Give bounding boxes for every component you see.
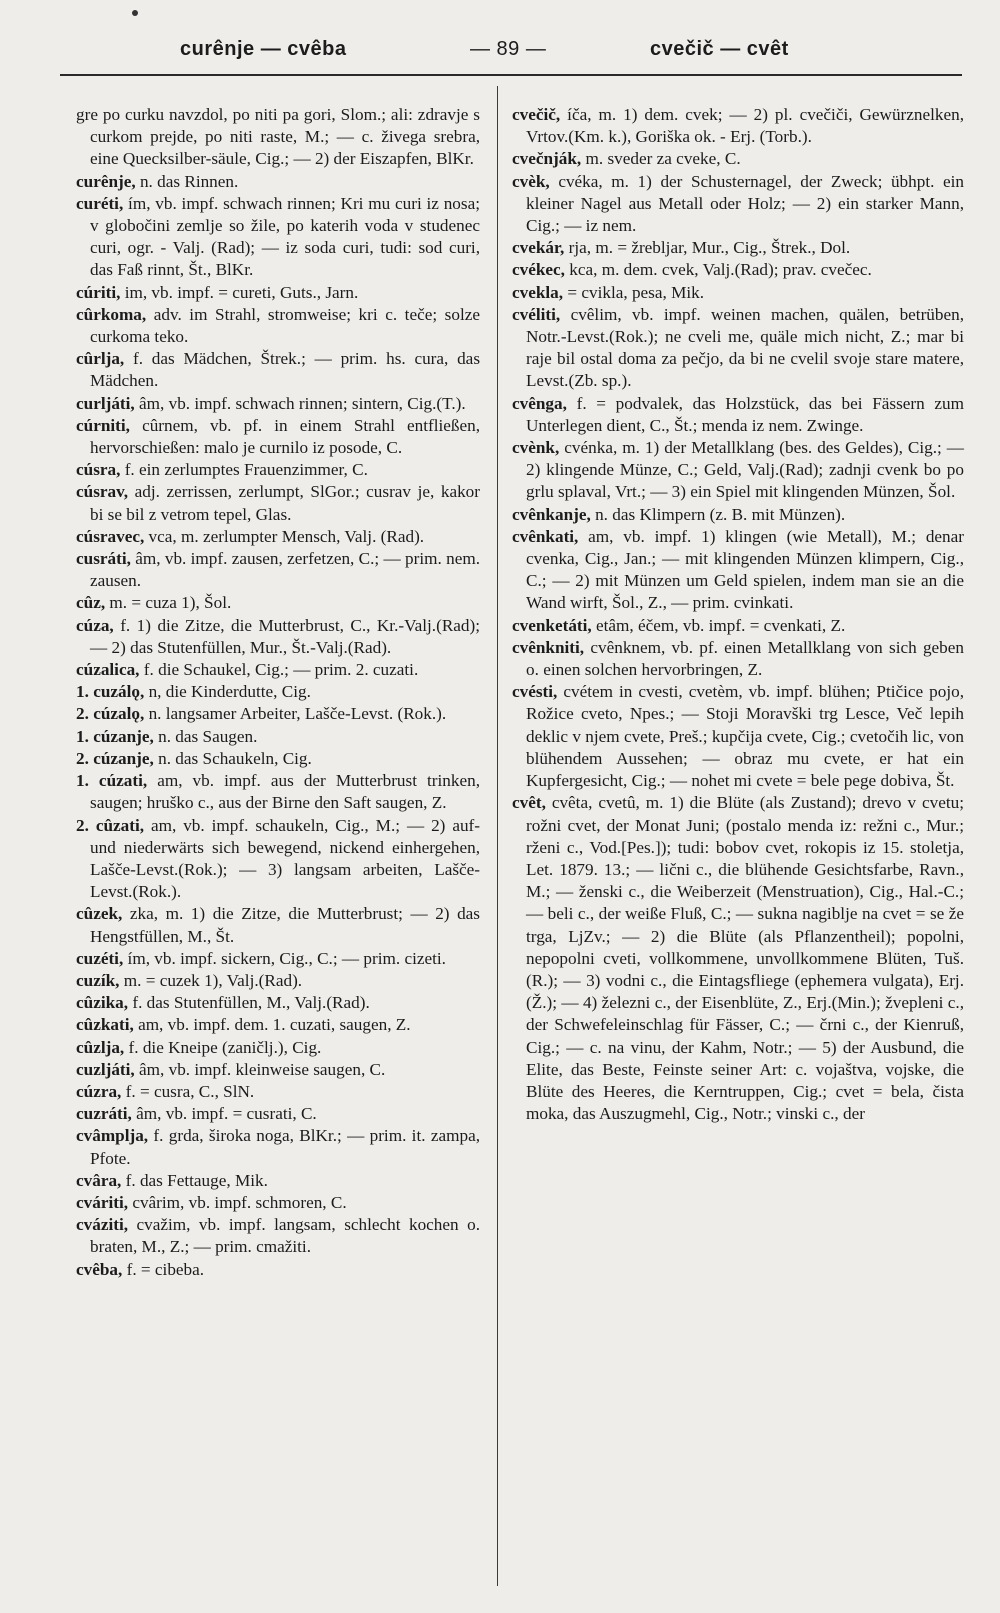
entry-definition: f. das Mädchen, Štrek.; — prim. hs. cura, das Mädchen. [90, 349, 481, 391]
dictionary-entry [76, 1059, 480, 1081]
entry-definition: am, vb. impf. 1) klingen (wie Metall), M.; denar cvenka, Cig., Jan.; — mit klingenden Münzen klimpern, Cig., C.; — 2) mit Münzen um Geld spielen, indem man sie an die Wand wirft, Šol., Z., — prim. cvinkati. [526, 526, 965, 613]
entry-headword: cúzalica, [76, 660, 140, 680]
entry-definition: im, vb. impf. = cureti, Guts., Jarn. [124, 282, 359, 302]
dictionary-entry [76, 1014, 480, 1036]
dictionary-entry [512, 615, 964, 637]
print-speck [132, 10, 138, 16]
dictionary-entry [76, 748, 480, 770]
entry-definition: gre po curku navzdol, po niti pa gori, Slom.; ali: zdravje s curkom prejde, po niti raste, M.; — c. živega srebra, eine Quecksilber-säule, Cig.; — 2) der Eiszapfen, BlKr. [76, 105, 480, 169]
header-right-guideword: cvečič — cvêt [650, 38, 789, 60]
entry-headword: cvênkniti, [512, 637, 585, 657]
entry-definition: âm, vb. impf. schwach rinnen; sintern, Cig.(T.). [139, 393, 466, 413]
entry-headword: cvèk, [512, 171, 550, 191]
entry-headword: cûz, [76, 593, 106, 613]
dictionary-entry [76, 415, 480, 459]
entry-headword: cvéliti, [512, 304, 561, 324]
dictionary-entry [76, 348, 480, 392]
entry-definition: n. das Schaukeln, Cig. [158, 748, 312, 768]
dictionary-entry [76, 948, 480, 970]
entry-headword: cvečič, [512, 105, 561, 124]
entry-definition: f. die Kneipe (zaničlj.), Cig. [128, 1037, 322, 1057]
entry-headword: cuzljáti, [76, 1059, 135, 1079]
dictionary-entry [76, 1259, 480, 1281]
entry-headword: cúsrav, [76, 482, 129, 502]
dictionary-entry [512, 504, 964, 526]
entry-headword: cváriti, [76, 1192, 129, 1212]
dictionary-entry [76, 1037, 480, 1059]
entry-headword: cvékec, [512, 260, 565, 280]
entry-definition: n. das Rinnen. [139, 171, 239, 191]
dictionary-entry [76, 992, 480, 1014]
header-left-guideword: curênje — cvêba [180, 38, 347, 60]
entry-headword: 1. cúzati, [76, 771, 148, 791]
entry-headword: cvekár, [512, 238, 565, 258]
dictionary-entry [512, 282, 964, 304]
entry-headword: cvêba, [76, 1259, 123, 1279]
entry-definition: cvênknem, vb. pf. einen Metallklang von sich geben o. einen solchen hervorbringen, Z. [526, 637, 964, 680]
entry-definition: m. = cuzek 1), Valj.(Rad). [123, 970, 303, 990]
dictionary-entry [512, 437, 964, 504]
dictionary-entry [76, 726, 480, 748]
dictionary-entry [512, 259, 964, 281]
entry-headword: cúriti, [76, 282, 121, 302]
dictionary-entry [512, 148, 964, 170]
entry-definition: vca, m. zerlumpter Mensch, Valj. (Rad). [148, 526, 425, 546]
entry-definition: am, vb. impf. dem. 1. cuzati, saugen, Z. [138, 1015, 411, 1035]
entry-definition: cûrnem, vb. pf. in einem Strahl entfließen, hervorschießen: malo je curnilo iz posode, C. [90, 415, 481, 458]
dictionary-entry [76, 526, 480, 548]
entry-definition: rja, m. = žrebljar, Mur., Cig., Štrek., Dol. [568, 238, 851, 258]
entry-definition: f. = cusra, C., SlN. [125, 1081, 255, 1101]
entry-definition: ím, vb. impf. sickern, Cig., C.; — prim. cizeti. [127, 948, 446, 968]
dictionary-entry [76, 171, 480, 193]
entry-headword: cvekla, [512, 282, 564, 302]
dictionary-entry [76, 815, 480, 904]
dictionary-entry [76, 1081, 480, 1103]
entry-definition: f. = podvalek, das Holzstück, das bei Fässern zum Unterlegen dient, C., Št.; menda iz nem. Zwinge. [526, 393, 965, 435]
entry-headword: cvenketáti, [512, 615, 592, 635]
entry-definition: cvénka, m. 1) der Metallklang (bes. des Geldes), Cig.; — 2) klingende Münze, C.; Geld, Valj.(Rad); zadnji cvenk bo po grlu splaval, Vrt.; — 3) ein Spiel mit klingenden Münzen, Šol. [526, 438, 964, 502]
entry-headword: cvênga, [512, 393, 567, 413]
entry-definition: âm, vb. impf. zausen, zerfetzen, C.; — prim. nem. zausen. [90, 549, 480, 591]
dictionary-entry [512, 792, 964, 1125]
entry-headword: cvênkati, [512, 526, 579, 546]
entry-headword: cúsravec, [76, 526, 145, 546]
entry-headword: cûrkoma, [76, 304, 147, 324]
entry-headword: curéti, [76, 193, 124, 213]
dictionary-entry [76, 1214, 480, 1258]
entry-headword: cûzkati, [76, 1015, 134, 1035]
dictionary-entry [76, 459, 480, 481]
dictionary-entry [512, 393, 964, 437]
entry-definition: f. das Fettauge, Mik. [125, 1170, 268, 1190]
entry-headword: cuzráti, [76, 1104, 132, 1124]
entry-definition: n. langsamer Arbeiter, Lašče-Levst. (Rok.). [148, 704, 447, 724]
entry-headword: cúrniti, [76, 415, 130, 435]
entry-definition: adj. zerrissen, zerlumpt, SlGor.; cusrav je, kakor bi se bil z vetrom tepel, Glas. [90, 482, 481, 524]
entry-headword: 1. cuzálǫ, [76, 682, 145, 702]
entry-definition: zka, m. 1) die Zitze, die Mutterbrust; — 2) das Hengstfüllen, M., Št. [90, 904, 480, 946]
entry-definition: f. die Schaukel, Cig.; — prim. 2. cuzati. [143, 660, 419, 680]
right-column [512, 104, 964, 1125]
entry-definition: f. grda, široka noga, BlKr.; — prim. it. zampa, Pfote. [90, 1126, 480, 1168]
entry-headword: 1. cúzanje, [76, 726, 154, 746]
entry-definition: n, die Kinderdutte, Cig. [148, 682, 311, 702]
entry-definition: n. das Saugen. [158, 726, 258, 746]
entry-headword: 2. cúzanje, [76, 748, 154, 768]
dictionary-entry [512, 171, 964, 238]
entry-headword: cvènk, [512, 438, 560, 458]
entry-definition: n. das Klimpern (z. B. mit Münzen). [595, 504, 846, 524]
dictionary-entry [76, 1170, 480, 1192]
entry-definition: cvétem in cvesti, cvetèm, vb. impf. blühen; Ptičice pojo, Rožice cveto, Npes.; — Stoji Moravški trg Lesce, Več lepih deklic v njem cvete, Preš.; kupčija cvete, Cig.; cvetočih lic, von blühendem Aussehen; — obraz mu cvete, er hat ein Kupfergesicht, Cig.; — nohet mi cvete = bele pege dobiva, Št. [526, 682, 964, 791]
dictionary-entry [76, 1125, 480, 1169]
entry-definition: am, vb. impf. aus der Mutterbrust trinken, saugen; hruško c., aus der Birne den Saft saugen, Z. [90, 771, 481, 813]
entry-headword: cváziti, [76, 1215, 129, 1235]
dictionary-entry [512, 526, 964, 615]
entry-headword: curljáti, [76, 393, 135, 413]
dictionary-entry [76, 770, 480, 814]
entry-definition: m. sveder za cveke, C. [585, 149, 741, 169]
entry-headword: 2. cúzalǫ, [76, 704, 145, 724]
dictionary-entry [76, 481, 480, 525]
entry-headword: cvésti, [512, 682, 558, 702]
dictionary-entry [512, 637, 964, 681]
dictionary-entry [76, 1192, 480, 1214]
entry-definition: am, vb. impf. schaukeln, Cig., M.; — 2) auf- und niederwärts sich bewegend, nickend einhergehen, Lašče-Levst.(Rok.); — 3) langsam arbeiten, Lašče-Levst.(Rok.). [90, 815, 480, 902]
entry-headword: cúzra, [76, 1081, 122, 1101]
dictionary-entry [76, 659, 480, 681]
column-divider [497, 86, 498, 1586]
header-rule [60, 74, 962, 76]
entry-headword: cvečnják, [512, 149, 582, 169]
entry-definition: kca, m. dem. cvek, Valj.(Rad); prav. cvečec. [569, 260, 872, 280]
entry-headword: cuzéti, [76, 948, 124, 968]
entry-definition: cvéka, m. 1) der Schusternagel, der Zweck; übhpt. ein kleiner Nagel aus Metall oder Holz; — 2) ein starker Mann, Cig.; — iz nem. [526, 171, 964, 236]
entry-definition: f. ein zerlumptes Frauenzimmer, C. [124, 460, 368, 480]
entry-definition: f. das Stutenfüllen, M., Valj.(Rad). [132, 993, 370, 1013]
left-column [76, 104, 480, 1281]
entry-definition: cvârim, vb. impf. schmoren, C. [132, 1192, 347, 1212]
entry-headword: cûzika, [76, 993, 129, 1013]
dictionary-entry [512, 104, 964, 148]
dictionary-entry [76, 703, 480, 725]
dictionary-entry [512, 304, 964, 393]
dictionary-entry [76, 592, 480, 614]
dictionary-entry [76, 193, 480, 282]
dictionary-entry [76, 1103, 480, 1125]
dictionary-entry [76, 548, 480, 592]
dictionary-entry [76, 903, 480, 947]
entry-headword: cúsra, [76, 460, 121, 480]
entry-definition: m. = cuza 1), Šol. [109, 593, 232, 613]
entry-headword: curênje, [76, 171, 136, 191]
dictionary-entry [76, 104, 480, 171]
entry-headword: cuzík, [76, 970, 120, 990]
dictionary-entry [76, 970, 480, 992]
dictionary-entry [76, 615, 480, 659]
dictionary-entry [76, 282, 480, 304]
entry-headword: cvênkanje, [512, 504, 591, 524]
entry-definition: cvêlim, vb. impf. weinen machen, quälen, betrüben, Notr.-Levst.(Rok.); ne cveli me, quäle mich nicht, Z.; mar bi raje bil ostal doma za pečjo, da bi ne cvelil svoje stare matere, Levst.(Zb. sp.). [526, 304, 964, 391]
entry-headword: cvêt, [512, 793, 546, 813]
entry-definition: cvêta, cvetû, m. 1) die Blüte (als Zustand); drevo v cvetu; rožni cvet, der Monat Juni; (postalo menda iz: režni c., Mur.; rženi c., Vod.[Pes.]); tudi: bobov cvet, rokopis iz 15. stoletja, Let. 1879. 13.; — lični c., die blühende Gesichtsfarbe, Ravn., M.; — ženski c., die Weiberzeit (Menstruation), Cig., Hal.-C.; — beli c., der weiße Fluß, C.; — sukna nagiblje na cvet = se že trga, LjZv.; — 2) die Blüte (als Pflanzentheil); popolni, nepopolni cveti, vollkommene, unvollkommene Blüten, Tuš.(R.); — 3) vodni c., die Eintagsfliege (ephemera vulgata), Erj.(Ž.); — 4) železni c., der Eisenblüte, Z., Erj.(Min.); žvepleni c., der Schwefeleinschlag für Fässer, C.; — črni c., der Kienruß, Cig.; — c. na vinu, der Kahm, Notr.; — 5) der Ausbund, die Elite, das Beste, Feinste seiner Art: c. vojaštva, vojske, die Blüte des Heeres, die Kerntruppen, Cig.; cvet = bela, čista moka, das Auszugmehl, Cig., Notr.; vinski c., der [526, 793, 964, 1124]
entry-headword: cusráti, [76, 549, 131, 569]
dictionary-entry [76, 304, 480, 348]
entry-definition: adv. im Strahl, stromweise; kri c. teče; solze curkoma teko. [90, 304, 480, 347]
dictionary-entry [76, 681, 480, 703]
entry-definition: âm, vb. impf. = cusrati, C. [136, 1104, 317, 1124]
entry-headword: cvâra, [76, 1170, 122, 1190]
entry-definition: ím, vb. impf. schwach rinnen; Kri mu curi iz nosa; v globočini zemlje so žile, po katerih voda v studenec curi, ogr. - Valj. (Rad); — iz soda curi, tudi: sod curi, das Faß rinnt, Št., BlKr. [90, 193, 480, 280]
dictionary-entry [512, 237, 964, 259]
entry-definition: f. 1) die Zitze, die Mutterbrust, C., Kr.-Valj.(Rad); — 2) das Stutenfüllen, Mur., Št.-Valj.(Rad). [90, 615, 480, 657]
entry-definition: = cvikla, pesa, Mik. [567, 282, 705, 302]
entry-definition: cvažim, vb. impf. langsam, schlecht kochen o. braten, M., Z.; — prim. cmažiti. [90, 1215, 480, 1257]
entry-headword: cûrlja, [76, 349, 125, 369]
entry-definition: âm, vb. impf. kleinweise saugen, C. [139, 1059, 386, 1079]
entry-definition: f. = cibeba. [126, 1259, 205, 1279]
entry-headword: cûzlja, [76, 1037, 125, 1057]
entry-headword: cvâmplja, [76, 1126, 149, 1146]
dictionary-entry [512, 681, 964, 792]
entry-headword: 2. cûzati, [76, 815, 145, 835]
entry-headword: cûzek, [76, 904, 123, 924]
dictionary-entry [76, 393, 480, 415]
entry-headword: cúza, [76, 615, 114, 635]
entry-definition: etâm, éčem, vb. impf. = cvenkati, Z. [596, 615, 846, 635]
page-header [60, 38, 960, 68]
entry-definition: íča, m. 1) dem. cvek; — 2) pl. cvečiči, Gewürznelken, Vrtov.(Km. k.), Goriška ok. - Erj. (Torb.). [526, 105, 965, 147]
page-number: — 89 — [470, 38, 547, 60]
